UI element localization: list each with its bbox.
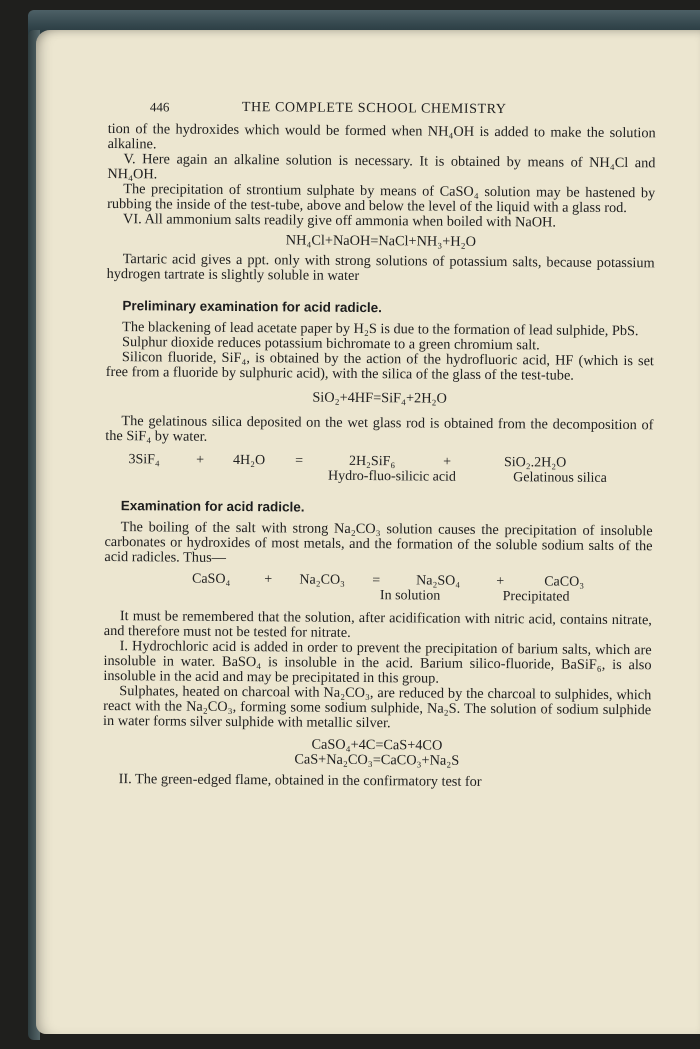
equation-labels xyxy=(104,586,652,605)
page-number: 446 xyxy=(149,99,170,115)
equation: CaSO₄+4C=CaS+4CO xyxy=(311,736,443,754)
paragraph: Silicon fluoride, SiF₄, is obtained by the action of the hydrofluoric acid, HF (which is set free from a fluoride by sulphuric acid), with the silica of the glass of the test-tube. xyxy=(105,349,654,384)
running-head: THE COMPLETE SCHOOL CHEMISTRY xyxy=(241,100,507,118)
equation-label: In solution xyxy=(379,588,441,604)
paragraph: VI. All ammonium salts readily give off ammonia when boiled with NaOH. xyxy=(122,211,557,231)
paragraph: The blackening of lead acetate paper by H₂S is due to the formation of lead sulphide, PbS. xyxy=(122,319,639,340)
section-heading: Examination for acid radicle. xyxy=(120,498,305,515)
equation: NH₄Cl+NaOH=NaCl+NH₃+H₂O xyxy=(285,232,477,250)
equation-term: Na₂CO₃ xyxy=(299,572,346,588)
paragraph: The precipitation of strontium sulphate by means of CaSO₄ solution may be hastened by rubbing the inside of the test-tube, above and below the level of the liquid with a glass rod. xyxy=(107,181,656,217)
equation-label: Precipitated xyxy=(502,589,570,605)
paragraph: V. Here again an alkaline solution is necessary. It is obtained by means of NH₄Cl and NH₄OH. xyxy=(107,151,656,183)
equation-term: CaSO₄ xyxy=(191,571,231,587)
equation-term: 3SiF₄ xyxy=(128,452,160,468)
page-content xyxy=(103,96,656,791)
paragraph: The boiling of the salt with strong Na₂CO₃ solution causes the precipitation of insoluble carbonates or hydroxides of most metals, and the formation of the soluble sodium salts of the acid radicles. Thus— xyxy=(104,519,653,566)
equation-term: 2H₂SiF₆ xyxy=(348,453,396,470)
paragraph: Tartaric acid gives a ppt. only with strong solutions of potassium salts, because potassium hydrogen tartrate is slightly soluble in water xyxy=(106,251,655,284)
paragraph: It must be remembered that the solution, after acidification with nitric acid, contains nitrate, and therefore must not be tested for nitrate. xyxy=(103,608,652,641)
equation: SiO₂+4HF=SiF₄+2H₂O xyxy=(312,389,447,407)
equation-label: Hydro-fluo-silicic acid xyxy=(328,468,457,485)
equation-term: 4H₂O xyxy=(233,452,266,469)
paragraph: Sulphur dioxide reduces potassium bichromate to a green chromium salt. xyxy=(122,334,540,354)
equation-term: CaCO₃ xyxy=(544,574,585,590)
equation-labels xyxy=(105,467,653,486)
paragraph: tion of the hydroxides which would be formed when NH₄OH is added to make the solution alkaline. xyxy=(107,120,656,153)
equation-operator: + xyxy=(196,452,205,468)
equation-operator: = xyxy=(372,573,381,589)
equation-term: SiO₂.2H₂O xyxy=(503,455,567,471)
paragraph: II. The green-edged flame, obtained in the confirmatory test for xyxy=(118,771,482,790)
page-header xyxy=(108,96,656,122)
equation-operator: = xyxy=(295,453,304,469)
paragraph: Sulphates, heated on charcoal with Na₂CO₃, are reduced by the charcoal to sulphides, which react with the Na₂CO₃, forming some sodium sulphide, Na₂S. The solution of sodium sulphide in water forms silver sulphide with metallic silver. xyxy=(103,683,652,732)
paragraph: The gelatinous silica deposited on the wet glass rod is obtained from the decomposition of the SiF₄ by water. xyxy=(105,413,654,445)
equation-operator: + xyxy=(443,454,452,470)
paragraph: I. Hydrochloric acid is added in order to prevent the precipitation of barium salts, which are insoluble in water. BaSO₄ is insoluble in the acid. Barium silico-fluoride, BaSiF₆, is also insoluble in the acid and may be precipitated in this group. xyxy=(103,638,652,687)
equation: CaS+Na₂CO₃=CaCO₃+Na₂S xyxy=(294,751,460,769)
section-heading: Preliminary examination for acid radicle. xyxy=(122,298,383,316)
equation-operator: + xyxy=(496,574,505,590)
equation-operator: + xyxy=(264,572,273,588)
equation-term: Na₂SO₄ xyxy=(416,573,461,589)
equation-label: Gelatinous silica xyxy=(513,470,607,486)
